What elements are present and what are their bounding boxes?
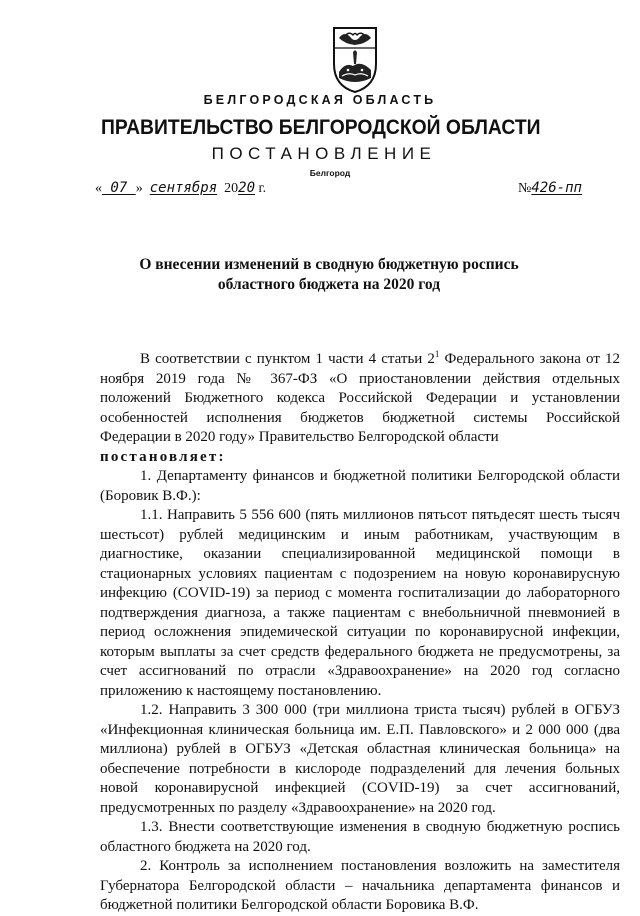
document-number: №426-пп (518, 180, 582, 196)
date-day: 07 (102, 180, 136, 196)
city-label: Белгород (309, 168, 351, 178)
clause-1-1: 1.1. Направить 5 556 600 (пять миллионов пятьсот пятьдесят шесть тысяч шестьсот) рублей медицинским и иным работникам, участвующим в диагностике, оказании специализированной медицинской помощи в стационарных условиях пациентам с подозрением на новую коронавирусную инфекцию (COVID-19) за период с момента госпитализации до лабораторного подтверждения диагноза, а также пациентам с внебольничной пневмонией в период осложнения эпидемической ситуации по коронавирусной инфекции, которым выплаты за счет средств федерального бюджета не предусмотрены, за счет ассигнований по отрасли «Здравоохранение» на 2020 год согласно приложению к настоящему постановлению. (100, 507, 620, 699)
document-title (0, 255, 640, 295)
title-line-1: О внесении изменений в сводную бюджетную роспись (139, 256, 519, 273)
coat-of-arms-icon (331, 26, 379, 94)
resolves-keyword: постановляет: (100, 448, 226, 465)
document-number-value: 426-пп (531, 180, 582, 196)
clause-1-3: 1.3. Внести соответствующие изменения в сводную бюджетную роспись областного бюджета на 2020 год. (100, 819, 620, 855)
clause-1-2: 1.2. Направить 3 300 000 (три миллиона триста тысяч) рублей в ОГБУЗ «Инфекционная клиническая больница им. Е.П. Павловского» и 2 000 000 (два миллиона) рублей в ОГБУЗ «Детская областная клиническая больница» на обеспечение потребности в кислороде подразделений для лечения больных новой коронавирусной инфекцией (COVID-19) за счет ассигнований, предусмотренных по разделу «Здравоохранение» на 2020 год. (100, 702, 620, 816)
title-line-2: областного бюджета на 2020 год (217, 276, 441, 293)
clause-2: 2. Контроль за исполнением постановления возложить на заместителя Губернатора Белгородской области – начальника департамента финансов и бюджетной политики Белгородской области Боровика В.Ф. (100, 858, 620, 913)
document-body (100, 345, 620, 916)
government-heading: ПРАВИТЕЛЬСТВО БЕЛГОРОДСКОЙ ОБЛАСТИ (101, 116, 541, 139)
preamble-paragraph: В соответствии с пунктом 1 части 4 статьи $2^1$ Федерального закона от 12 ноября 2019 года № 367-ФЗ «О приостановлении действия отдельных положений Бюджетного кодекса Российской Федерации и установлении особенностей исполнения бюджетов бюджетной системы Российской Федерации в 2020 году» Правительство Белгородской области (100, 349, 620, 445)
document-date: « 07 » сентября 2020 г. (95, 180, 267, 196)
date-month: сентября (149, 180, 218, 196)
clause-1: 1. Департаменту финансов и бюджетной политики Белгородской области (Боровик В.Ф.): (100, 468, 620, 504)
date-year: 20 (238, 180, 256, 196)
document-type: ПОСТАНОВЛЕНИЕ (211, 144, 437, 163)
region-heading: БЕЛГОРОДСКАЯ ОБЛАСТЬ (203, 93, 437, 107)
